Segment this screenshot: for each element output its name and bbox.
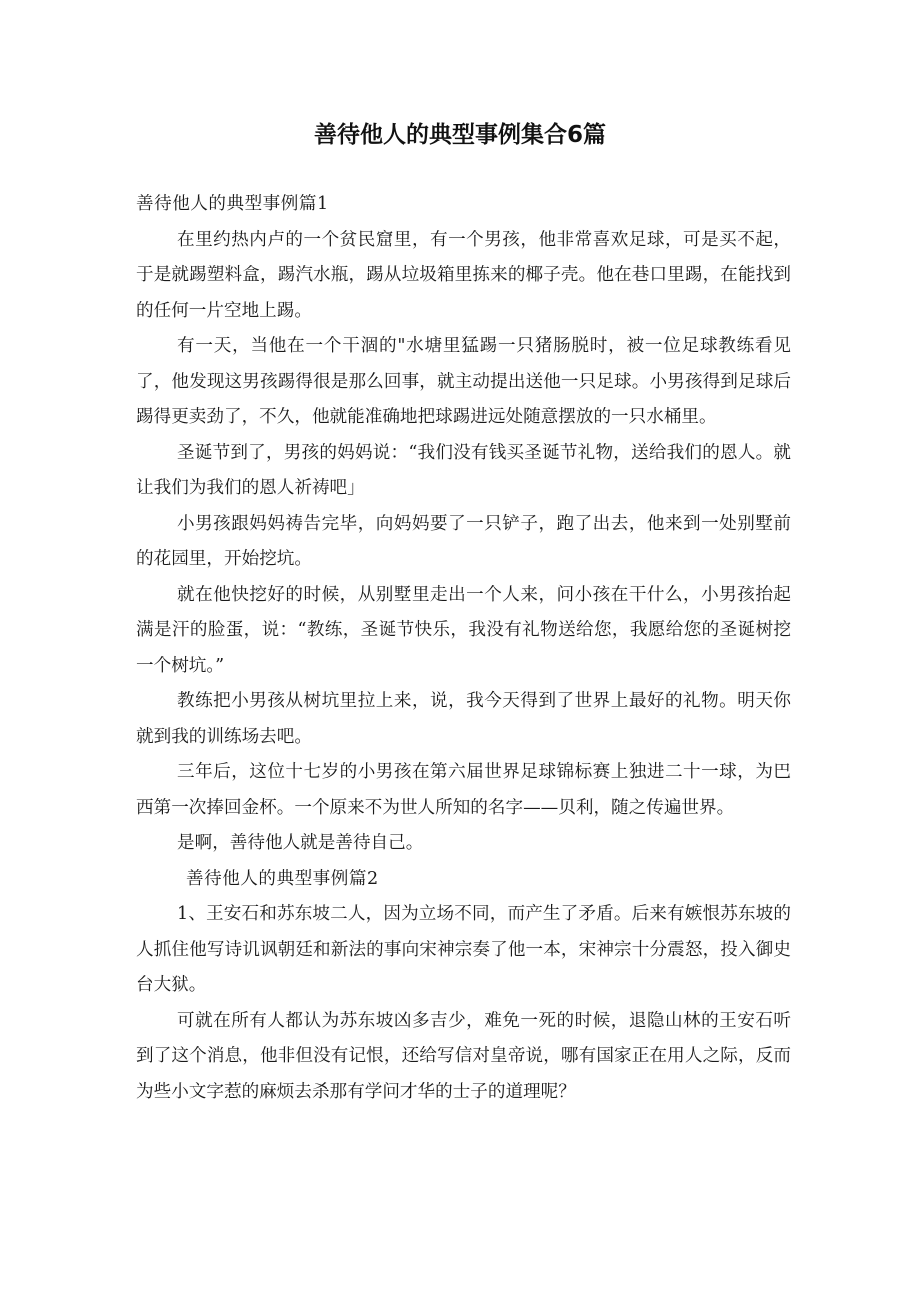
paragraph: 教练把小男孩从树坑里拉上来，说，我今天得到了世界上最好的礼物。明天你就到我的训练场去吧。: [136, 691, 791, 747]
document-title: 善待他人的典型事例集合6篇: [313, 122, 606, 148]
paragraph: 三年后，这位十七岁的小男孩在第六届世界足球锦标赛上独进二十一球，为巴西第一次捧回金杯。一个原来不为世人所知的名字——贝利，随之传遍世界。: [136, 762, 791, 818]
document-body: [136, 187, 791, 1110]
section-heading: 善待他人的典型事例篇2: [186, 868, 379, 889]
paragraph: 在里约热内卢的一个贫民窟里，有一个男孩，他非常喜欢足球，可是买不起，于是就踢塑料盒，踢汽水瓶，踢从垃圾箱里拣来的椰子壳。他在巷口里踢，在能找到的任何一片空地上踢。: [136, 229, 791, 321]
paragraph: 圣诞节到了，男孩的妈妈说：“我们没有钱买圣诞节礼物，送给我们的恩人。就让我们为我们的恩人祈祷吧」: [136, 442, 791, 498]
paragraph: 可就在所有人都认为苏东坡凶多吉少，难免一死的时候，退隐山林的王安石听到了这个消息，他非但没有记恨，还给写信对皇帝说，哪有国家正在用人之际，反而为些小文字惹的麻烦去杀那有学问才华的士子的道理呢？: [136, 1010, 791, 1102]
paragraph: 就在他快挖好的时候，从别墅里走出一个人来，问小孩在干什么，小男孩抬起满是汗的脸蛋，说：“教练，圣诞节快乐，我没有礼物送给您，我愿给您的圣诞树挖一个树坑。”: [136, 584, 791, 676]
paragraph: 小男孩跟妈妈祷告完毕，向妈妈要了一只铲子，跑了出去，他来到一处别墅前的花园里，开始挖坑。: [136, 513, 791, 569]
paragraph: 是啊，善待他人就是善待自己。: [177, 833, 424, 853]
section-heading: 善待他人的典型事例篇1: [136, 194, 329, 214]
paragraph: 有一天，当他在一个干涸的"水塘里猛踢一只猪肠脱时，被一位足球教练看见了，他发现这男孩踢得很是那么回事，就主动提出送他一只足球。小男孩得到足球后踢得更卖劲了，不久，他就能准确地把球踢进远处随意摆放的一只水桶里。: [136, 336, 791, 427]
paragraph: 1、王安石和苏东坡二人，因为立场不同，而产生了矛盾。后来有嫉恨苏东坡的人抓住他写诗讥讽朝廷和新法的事向宋神宗奏了他一本，宋神宗十分震怒，投入御史台大狱。: [136, 904, 791, 995]
